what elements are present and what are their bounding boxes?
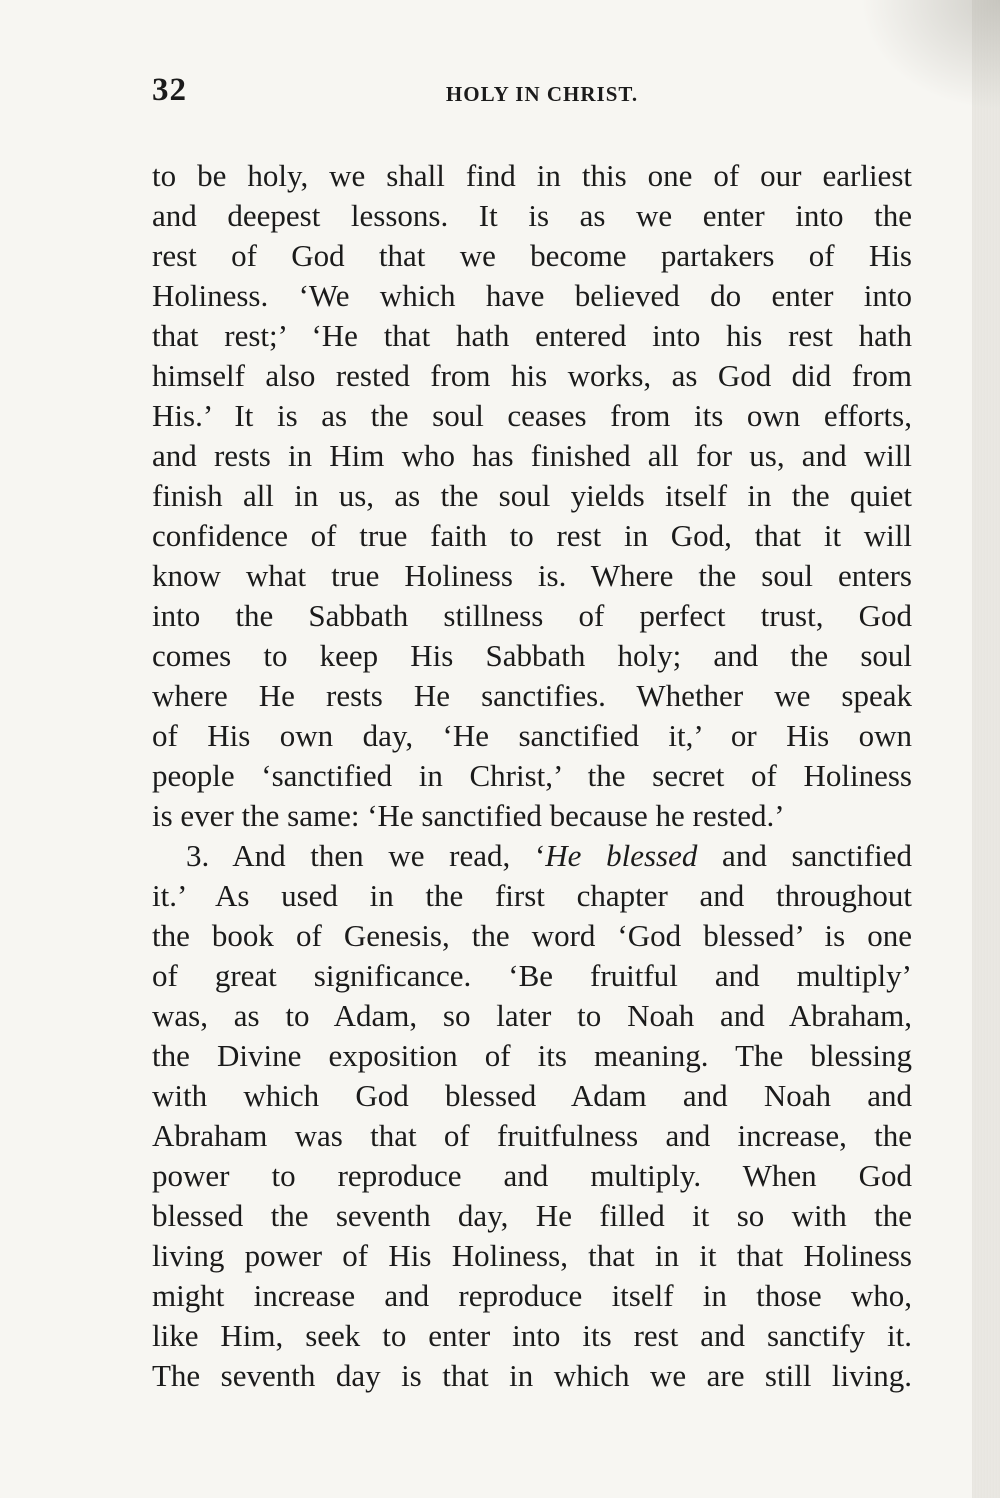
text-line: might increase and reproduce itself in those who, xyxy=(152,1278,912,1313)
text-line: was, as to Adam, so later to Noah and Abraham, xyxy=(152,998,912,1033)
page-number: 32 xyxy=(152,72,187,108)
paragraph-3-first-line xyxy=(152,836,912,876)
text-line: The seventh day is that in which we are still living. xyxy=(152,1358,912,1393)
text-line: people ‘sanctified in Christ,’ the secret of Holiness xyxy=(152,758,912,793)
text-line: Abraham was that of fruitfulness and increase, the xyxy=(152,1118,912,1153)
text-line: living power of His Holiness, that in it that Holiness xyxy=(152,1238,912,1273)
text-line: it.’ As used in the first chapter and throughout xyxy=(152,878,912,913)
text-line: finish all in us, as the soul yields itself in the quiet xyxy=(152,478,912,513)
text-line: himself also rested from his works, as God did from xyxy=(152,358,912,393)
text-line: where He rests He sanctifies. Whether we speak xyxy=(152,678,912,713)
text-line: like Him, seek to enter into its rest and sanctify it. xyxy=(152,1318,912,1353)
text-line: of His own day, ‘He sanctified it,’ or His own xyxy=(152,718,912,753)
text-line: that rest;’ ‘He that hath entered into his rest hath xyxy=(152,318,912,353)
running-head: HOLY IN CHRIST. xyxy=(445,82,639,106)
text-line: the book of Genesis, the word ‘God blessed’ is one xyxy=(152,918,912,953)
text-line: blessed the seventh day, He filled it so with the xyxy=(152,1198,912,1233)
text-line: and deepest lessons. It is as we enter into the xyxy=(152,198,912,233)
text-line: of great significance. ‘Be fruitful and multiply’ xyxy=(152,958,912,993)
text-line: Holiness. ‘We which have believed do enter into xyxy=(152,278,912,313)
text-line: comes to keep His Sabbath holy; and the soul xyxy=(152,638,912,673)
text-line: to be holy, we shall find in this one of our earliest xyxy=(152,158,912,193)
text-line: into the Sabbath stillness of perfect trust, God xyxy=(152,598,912,633)
italic-text: He blessed xyxy=(545,838,698,873)
text-line: confidence of true faith to rest in God, that it will xyxy=(152,518,912,553)
text-line: know what true Holiness is. Where the soul enters xyxy=(152,558,912,593)
text-line: and rests in Him who has finished all for us, and will xyxy=(152,438,912,473)
text-span: and sanctified xyxy=(697,838,913,873)
text-line: His.’ It is as the soul ceases from its own efforts, xyxy=(152,398,912,433)
page-edge-shadow xyxy=(972,0,1000,1498)
text-line: with which God blessed Adam and Noah and xyxy=(152,1078,912,1113)
page-header xyxy=(152,72,912,122)
text-span: 3. And then we read, ‘ xyxy=(186,838,546,873)
text-line: power to reproduce and multiply. When God xyxy=(152,1158,912,1193)
text-line: the Divine exposition of its meaning. The blessing xyxy=(152,1038,912,1073)
text-line: rest of God that we become partakers of His xyxy=(152,238,912,273)
text-line: is ever the same: ‘He sanctified because he rested.’ xyxy=(152,798,785,833)
body-text xyxy=(152,156,912,1396)
